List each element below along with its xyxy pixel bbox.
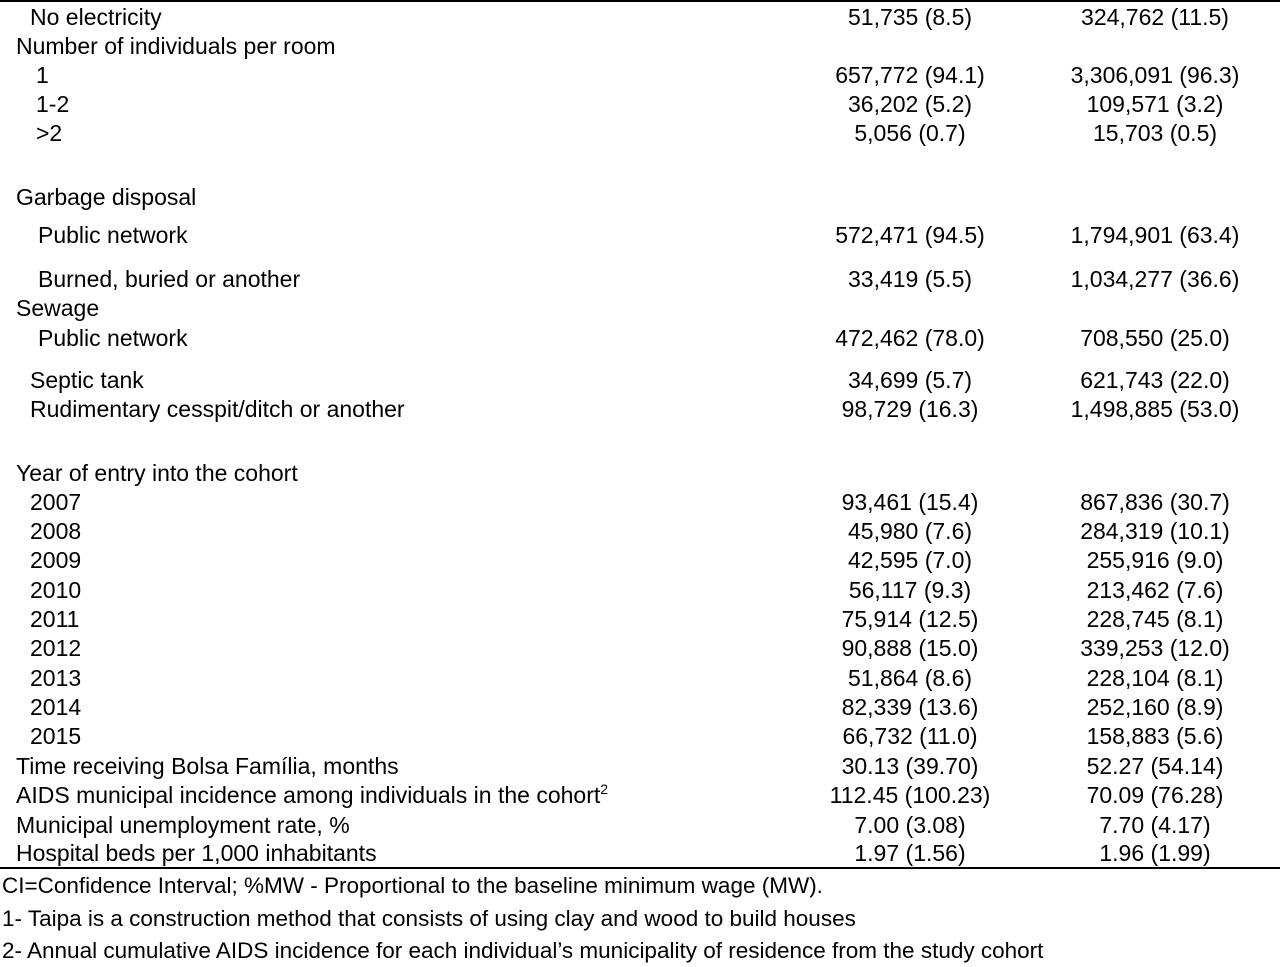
value-cell-group1: 82,339 (13.6) xyxy=(841,694,979,720)
row-label: AIDS municipal incidence among individuals in the cohort xyxy=(16,782,601,808)
value-cell-group1: 34,699 (5.7) xyxy=(847,367,973,393)
value-cell-group1: 472,462 (78.0) xyxy=(835,325,985,351)
row-label: 2008 xyxy=(30,518,82,544)
row-label: 2011 xyxy=(30,606,80,632)
section-header-row xyxy=(0,183,1280,211)
table-row xyxy=(0,693,1280,721)
table-row xyxy=(0,839,1280,867)
row-label: Rudimentary cesspit/ditch or another xyxy=(30,396,405,422)
table-row xyxy=(0,752,1280,780)
table-row xyxy=(0,722,1280,750)
footnote-2: 2- Annual cumulative AIDS incidence for each individual’s municipality of residence from the study cohort xyxy=(2,938,1044,963)
section-label: Sewage xyxy=(16,295,100,321)
value-cell-group2: 339,253 (12.0) xyxy=(1080,635,1230,661)
row-label: 2010 xyxy=(30,577,82,603)
value-cell-group1: 112.45 (100.23) xyxy=(829,782,991,808)
table-row xyxy=(0,3,1280,31)
value-cell-group2: 255,916 (9.0) xyxy=(1086,547,1224,573)
table-row xyxy=(0,61,1280,89)
value-cell-group1: 657,772 (94.1) xyxy=(835,62,985,88)
value-cell-group2: 252,160 (8.9) xyxy=(1086,694,1224,720)
value-cell-group1: 45,980 (7.6) xyxy=(847,518,973,544)
footnote-marker: 2 xyxy=(600,781,609,797)
value-cell-group1: 51,735 (8.5) xyxy=(847,4,973,30)
value-cell-group2: 52.27 (54.14) xyxy=(1086,753,1224,779)
section-header-row xyxy=(0,32,1280,60)
table-bottom-rule xyxy=(0,867,1280,869)
value-cell-group2: 70.09 (76.28) xyxy=(1086,782,1224,808)
value-cell-group1: 572,471 (94.5) xyxy=(835,222,985,248)
table-row xyxy=(0,90,1280,118)
value-cell-group2: 1,794,901 (63.4) xyxy=(1070,222,1240,248)
section-label: Number of individuals per room xyxy=(16,33,336,59)
table-row xyxy=(0,366,1280,394)
table-row xyxy=(0,781,1280,809)
value-cell-group1: 56,117 (9.3) xyxy=(848,577,972,603)
value-cell-group1: 51,864 (8.6) xyxy=(847,665,973,691)
footnote-abbreviations: CI=Confidence Interval; %MW - Proportional to the baseline minimum wage (MW). xyxy=(2,873,823,898)
value-cell-group2: 867,836 (30.7) xyxy=(1080,489,1230,515)
row-label: 2009 xyxy=(30,547,82,573)
row-label: 2012 xyxy=(30,635,82,661)
value-cell-group2: 1,034,277 (36.6) xyxy=(1070,266,1240,292)
value-cell-group2: 228,104 (8.1) xyxy=(1086,665,1224,691)
row-label: 2015 xyxy=(30,723,82,749)
row-label: 1 xyxy=(36,62,49,88)
row-label: 2007 xyxy=(30,489,82,515)
table-row xyxy=(0,221,1280,249)
value-cell-group2: 284,319 (10.1) xyxy=(1080,518,1230,544)
row-label: Septic tank xyxy=(30,367,144,393)
value-cell-group1: 7.00 (3.08) xyxy=(854,812,966,838)
value-cell-group2: 324,762 (11.5) xyxy=(1081,4,1229,30)
value-cell-group1: 93,461 (15.4) xyxy=(841,489,979,515)
row-label: 2013 xyxy=(30,665,82,691)
table-row xyxy=(0,395,1280,423)
table-row xyxy=(0,605,1280,633)
row-label: Hospital beds per 1,000 inhabitants xyxy=(16,840,377,866)
value-cell-group1: 1.97 (1.56) xyxy=(854,840,966,866)
row-label: Burned, buried or another xyxy=(38,266,301,292)
section-header-row xyxy=(0,294,1280,322)
table-row xyxy=(0,664,1280,692)
row-label: Time receiving Bolsa Família, months xyxy=(16,753,399,779)
value-cell-group1: 90,888 (15.0) xyxy=(841,635,979,661)
row-label: Public network xyxy=(38,222,188,248)
value-cell-group1: 42,595 (7.0) xyxy=(847,547,973,573)
table-row xyxy=(0,634,1280,662)
table-row xyxy=(0,811,1280,839)
footnote-1: 1- Taipa is a construction method that consists of using clay and wood to build houses xyxy=(2,906,856,931)
value-cell-group2: 213,462 (7.6) xyxy=(1086,577,1224,603)
table-row xyxy=(0,119,1280,147)
row-label: >2 xyxy=(36,120,63,146)
value-cell-group2: 3,306,091 (96.3) xyxy=(1070,62,1240,88)
table-top-rule xyxy=(0,0,1280,2)
value-cell-group2: 158,883 (5.6) xyxy=(1086,723,1224,749)
value-cell-group1: 36,202 (5.2) xyxy=(847,91,973,117)
value-cell-group1: 98,729 (16.3) xyxy=(841,396,979,422)
value-cell-group2: 109,571 (3.2) xyxy=(1086,91,1224,117)
section-label: Garbage disposal xyxy=(16,184,197,210)
table-row xyxy=(0,488,1280,516)
value-cell-group1: 5,056 (0.7) xyxy=(854,120,966,146)
row-label: No electricity xyxy=(30,4,162,30)
value-cell-group1: 66,732 (11.0) xyxy=(842,723,978,749)
value-cell-group2: 621,743 (22.0) xyxy=(1080,367,1230,393)
value-cell-group2: 7.70 (4.17) xyxy=(1099,812,1211,838)
row-label: 2014 xyxy=(30,694,82,720)
value-cell-group1: 33,419 (5.5) xyxy=(847,266,973,292)
section-header-row xyxy=(0,459,1280,487)
value-cell-group2: 708,550 (25.0) xyxy=(1080,325,1230,351)
row-label: 1-2 xyxy=(36,91,70,117)
value-cell-group2: 228,745 (8.1) xyxy=(1086,606,1224,632)
value-cell-group1: 75,914 (12.5) xyxy=(841,606,979,632)
value-cell-group1: 30.13 (39.70) xyxy=(841,753,979,779)
table-row xyxy=(0,324,1280,352)
row-label: Public network xyxy=(38,325,188,351)
value-cell-group2: 15,703 (0.5) xyxy=(1092,120,1218,146)
table-row xyxy=(0,576,1280,604)
table-row xyxy=(0,517,1280,545)
value-cell-group2: 1,498,885 (53.0) xyxy=(1070,396,1240,422)
row-label-with-superscript xyxy=(16,781,608,809)
row-label: Municipal unemployment rate, % xyxy=(16,812,350,838)
section-label: Year of entry into the cohort xyxy=(16,460,298,486)
table-row xyxy=(0,265,1280,293)
table-row xyxy=(0,546,1280,574)
value-cell-group2: 1.96 (1.99) xyxy=(1099,840,1211,866)
